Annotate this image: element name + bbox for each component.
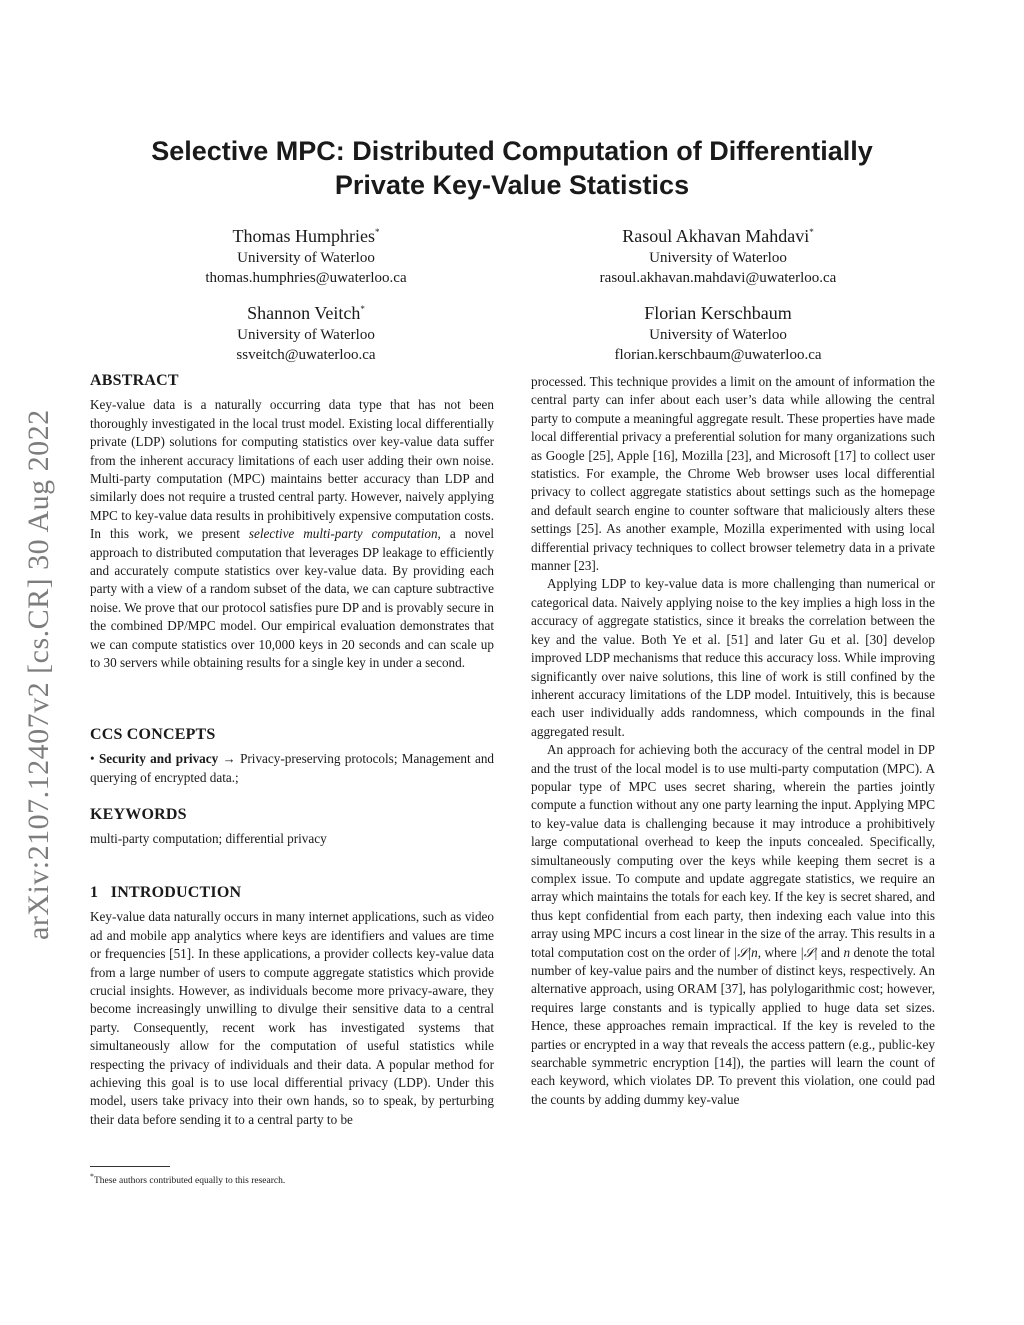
- footnote-text: These authors contributed equally to this research.: [93, 1176, 286, 1187]
- author-name: Rasoul Akhavan Mahdavi: [622, 226, 810, 246]
- footnote: [90, 1171, 285, 1187]
- author-mark: *: [809, 227, 814, 237]
- math-set-size-n: |𝒮|n: [733, 944, 758, 960]
- author-block-veitch: [141, 298, 471, 365]
- abstract-text: Key-value data is a naturally occurring data type that has not been thoroughly investigated in the local trust model. Existing local differentially private (LDP) solutions for computing statistics over key-value data suffer from the inherent accuracy limitations of each user adding their own noise. Multi-party computation (MPC) maintains better accuracy than LDP and similarly does not require a trusted central party. However, naively applying MPC to key-value data results in prohibitively expensive computation costs. In this work, we present selective multi-party computation, a novel approach to distributed computation that leverages DP leakage to efficiently and accurately compute statistics over key-value data. By providing each party with a view of a random subset of the data, we can capture subtractive noise. We prove that our protocol satisfies pure DP and is provably secure in the combined DP/MPC model. Our empirical evaluation demonstrates that we can compute statistics over 10,000 keys in 20 seconds and can scale up to 30 servers while obtaining results for a single key in under a second.: [90, 397, 494, 671]
- keywords-text: multi-party computation; differential privacy: [90, 831, 327, 847]
- author-block-humphries: [141, 221, 471, 288]
- author-affiliation: University of Waterloo: [237, 327, 375, 343]
- keywords-heading: KEYWORDS: [90, 806, 187, 823]
- ccs-concepts-section: [90, 726, 494, 787]
- paragraph-continued: processed. This technique provides a limit on the amount of information the central party can infer about each user’s data while allowing the central party to compute a meaningful aggregate result. These properties have made local differential privacy a preferential solution for many organizations such as Google [25], Apple [16], Mozilla [23], and Microsoft [17] to collect user statistics. For example, the Chrome Web browser uses local differential privacy to collect aggregate statistics about settings such as the homepage and default search engine to counter software that maliciously alters these settings [25]. As another example, Mozilla experimented with using local differential privacy techniques to collect browser telemetry data in a private manner [23].: [531, 374, 935, 574]
- author-mark: *: [374, 227, 380, 237]
- author-email: ssveitch@uwaterloo.ca: [236, 347, 376, 363]
- introduction-heading: 1 INTRODUCTION: [90, 884, 242, 901]
- author-block-mahdavi: [553, 221, 883, 288]
- paper-title: [90, 134, 934, 202]
- title-line-2: Private Key-Value Statistics: [334, 170, 690, 200]
- abstract-emphasis: selective multi-party computation: [248, 526, 438, 542]
- author-affiliation: University of Waterloo: [649, 327, 787, 343]
- author-mark: *: [360, 304, 365, 314]
- author-affiliation: University of Waterloo: [237, 250, 375, 266]
- paragraph-ldp-key-value: Applying LDP to key-value data is more challenging than numerical or categorical data. Naively applying noise to the key implies a high loss in the accuracy of aggregate statistics, since it breaks the correlation between the key and the value. Both Ye et al. [51] and later Gu et al. [30] develop improved LDP mechanisms that reduce this accuracy loss. While improving significantly over naive solutions, this line of work is still confined by the inherent accuracy limitations of the LDP model. Intuitively, this is because each user individually adds randomness, which compounds in the final aggregated result.: [531, 576, 935, 739]
- introduction-paragraph: Key-value data naturally occurs in many internet applications, such as video ad and mobile app analytics where keys are identifiers and values are time or frequencies [51]. In these applications, a provider collects key-value data from a large number of users to compute aggregate statistics which provide crucial insights. However, as individuals become more privacy-aware, they become increasingly unwilling to divulge their sensitive data to a central party. Consequently, recent work has investigated systems that simultaneously allow for the computation of useful statistics while respecting the privacy of individuals and their data. A popular method for achieving this goal is to use local differential privacy (LDP). Under this model, users take privacy into their own hands, so to speak, by perturbing their data before sending it to a central party to be: [90, 909, 494, 1127]
- paragraph-mpc-approach: An approach for achieving both the accuracy of the central model in DP and the trust of the local model is to use multi-party computation (MPC). A popular type of MPC uses secret sharing, wherein the parties jointly compute a function without any one party learning the input. Applying MPC to key-value data is challenging because it may introduce a prohibitively large computational overhead to keep the inputs concealed. Specifically, simultaneously computing over the keys while keeping them secret is a complex issue. To compute and update aggregate statistics, we require an array which maintains the totals for each key. If the key is secret shared, and thus kept confidential from each party, then indexing each value into this array using MPC incurs a cost linear in the size of the array. This results in a total computation cost on the order of |𝒮|n, where |𝒮| and n denote the total number of key-value pairs and the number of distinct keys, respectively. An alternative approach, using ORAM [37], has polylogarithmic cost; however, requires large constants and is typically applied to huge data set sizes. Hence, these approaches remain impractical. If the key is reveled to the parties or encrypted in a way that reveals the access pattern (e.g., public-key searchable symmetric encryption [14]), the parties will learn the count of each keyword, which violates DP. To prevent this violation, one could pad the counts by adding dummy key-value: [531, 742, 936, 1107]
- ccs-heading: CCS CONCEPTS: [90, 726, 216, 743]
- abstract-heading: ABSTRACT: [90, 372, 179, 389]
- arxiv-identifier: arXiv:2107.12407v2 [cs.CR] 30 Aug 2022: [22, 409, 55, 940]
- title-line-1: Selective MPC: Distributed Computation of Differentially: [151, 136, 873, 166]
- footnote-mark: *: [90, 1172, 94, 1181]
- author-name: Shannon Veitch: [247, 303, 361, 323]
- author-block-kerschbaum: [553, 298, 883, 365]
- author-affiliation: University of Waterloo: [649, 250, 787, 266]
- math-n: n: [843, 944, 851, 960]
- author-email: thomas.humphries@uwaterloo.ca: [205, 270, 407, 286]
- footnote-divider: [90, 1166, 170, 1167]
- math-set-size: |𝒮|: [800, 944, 818, 960]
- author-name: Florian Kerschbaum: [644, 303, 792, 323]
- ccs-category: Security and privacy: [98, 751, 219, 767]
- right-column-body: [531, 373, 935, 1109]
- ccs-text: • Security and privacy → Privacy-preserving protocols; Management and querying of encrypted data.;: [90, 751, 495, 785]
- introduction-section: [90, 884, 494, 1129]
- keywords-section: [90, 806, 494, 849]
- author-email: florian.kerschbaum@uwaterloo.ca: [614, 347, 822, 363]
- author-email: rasoul.akhavan.mahdavi@uwaterloo.ca: [599, 270, 837, 286]
- author-name: Thomas Humphries: [232, 226, 375, 246]
- abstract-section: [90, 372, 494, 673]
